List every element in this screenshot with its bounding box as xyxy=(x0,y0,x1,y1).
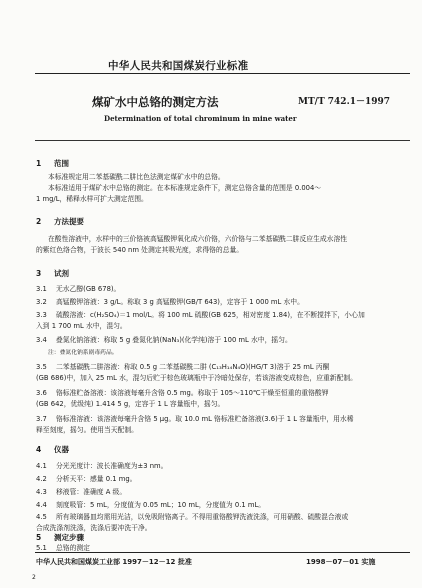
section-1-text-cont xyxy=(36,194,408,205)
english-title: Determination of total chrominum in mine water xyxy=(104,114,297,123)
instrument-item: 4.1 分光光度计：波长准确度为±3 nm。 xyxy=(36,462,168,470)
paragraph-line: 1 mg/L，稀释水样可扩大测定范围。 xyxy=(36,195,148,203)
footer-divider xyxy=(35,552,410,553)
reagent-item: 3.5 二苯基碳酰二肼溶液：称取 0.5 g 二苯基碳酰二肼 (C₁₃H₁₄N₄O)(HG/T 3)溶于 25 mL 丙酮 (GB 686)中，加入 25 mL 水，混匀后贮于棕色玻璃瓶中于冷暗处保存，若该溶液变成棕色，应重新配制。 xyxy=(36,363,357,382)
document-title: 煤矿水中总铬的测定方法 xyxy=(92,95,219,109)
section-2-text xyxy=(48,234,408,245)
section-1-text xyxy=(48,172,408,194)
paragraph-line: 在酸性溶液中，水样中的三价铬被高锰酸钾氧化成六价铬，六价铬与二苯基碳酰二肼反应生成水溶性 xyxy=(48,235,348,243)
reagent-item: 3.1 无水乙醇(GB 678)。 xyxy=(36,285,121,293)
section-1-heading: 1 范围 xyxy=(36,159,69,168)
reagent-item: 3.4 叠氮化钠溶液：称取 5 g 叠氮化钠(NaN₃)(化学纯)溶于 100 mL 水中，摇匀。 xyxy=(36,336,292,344)
header-divider xyxy=(35,73,410,74)
reagent-item: 3.2 高锰酸钾溶液：3 g/L。称取 3 g 高锰酸钾(GB/T 643)，定容于 1 000 mL 水中。 xyxy=(36,298,304,306)
section-3-heading: 3 试剂 xyxy=(36,269,69,278)
instrument-item: 4.2 分析天平：感量 0.1 mg。 xyxy=(36,475,137,483)
instrument-item: 4.3 移液管：准确度 A 级。 xyxy=(36,488,127,496)
paragraph-line: 本标准规定用二苯基碳酰二肼比色法测定煤矿水中的总铬。 xyxy=(48,173,225,181)
reagent-item: 3.6 铬标准贮备溶液：该溶液每毫升含铬 0.5 mg。称取于 105～110℃干燥至恒重的重铬酸钾 (GB 642，优级纯) 1.414 5 g，定容于 1 L 容量瓶中，摇匀。 xyxy=(36,389,329,408)
reagent-note: 注：叠氮化钠系剧毒药品。 xyxy=(48,350,118,356)
approval-line: 中华人民共和国煤炭工业部 1997－12－12 批准 xyxy=(36,558,192,566)
reagent-item: 3.7 铬标准溶液：该溶液每毫升含铬 5 μg。取 10.0 mL 铬标准贮备溶液(3.6)于 1 L 容量瓶中，用水稀 释至刻度，摇匀。使用当天配制。 xyxy=(36,415,354,434)
section-5-heading: 5 测定步骤 xyxy=(36,533,84,542)
section-2-text-cont xyxy=(36,245,408,256)
industry-standard-header: 中华人民共和国煤炭行业标准 xyxy=(108,60,249,72)
instrument-item: 4.4 刻度吸管：5 mL，分度值为 0.05 mL；10 mL，分度值为 0.1 mL。 xyxy=(36,501,266,509)
instrument-item: 4.5 所有玻璃器皿均需用光洁，以免吸附铬离子。不得用重铬酸钾洗液洗涤，可用硝酸、硫酸混合液或 合成洗涤剂洗涤，洗涤后要冲洗干净。 xyxy=(36,513,349,532)
section-2-heading: 2 方法提要 xyxy=(36,217,84,226)
title-divider xyxy=(35,140,410,141)
page-number: 2 xyxy=(32,574,36,581)
procedure-subheading: 5.1 总铬的测定 xyxy=(36,544,90,552)
reagent-item: 3.3 硫酸溶液：c(H₂SO₄)＝1 mol/L。将 100 mL 硫酸(GB 625，相对密度 1.84)，在不断搅拌下，小心加 入到 1 700 mL 水中，混匀。 xyxy=(36,311,365,330)
paragraph-line: 的紫红色络合物，于波长 540 nm 处测定其吸光度，求得铬的总量。 xyxy=(36,246,244,254)
section-4-heading: 4 仪器 xyxy=(36,445,69,454)
standard-code: MT/T 742.1－1997 xyxy=(298,97,391,107)
paragraph-line: 本标准适用于煤矿水中总铬的测定。在本标准规定条件下，测定总铬含量的范围是 0.004～ xyxy=(48,184,322,192)
implementation-date: 1998－07－01 实施 xyxy=(306,558,376,566)
